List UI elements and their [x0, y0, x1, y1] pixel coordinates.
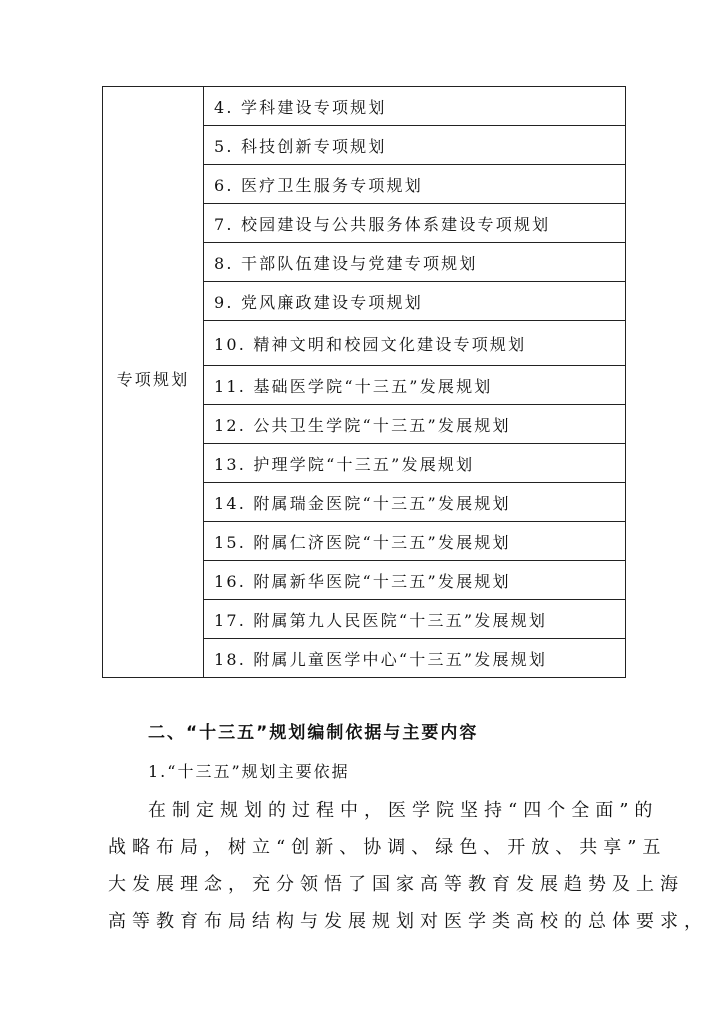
table-cell-item: 11. 基础医学院“十三五”发展规划 [204, 366, 626, 405]
table-cell-item: 4. 学科建设专项规划 [204, 87, 626, 126]
plan-table [102, 86, 626, 678]
table-cell-item: 12. 公共卫生学院“十三五”发展规划 [204, 405, 626, 444]
table-cell-item: 7. 校园建设与公共服务体系建设专项规划 [204, 204, 626, 243]
section-subheading: 1.“十三五”规划主要依据 [148, 762, 350, 781]
table-cell-item: 13. 护理学院“十三五”发展规划 [204, 444, 626, 483]
table-cell-item: 8. 干部队伍建设与党建专项规划 [204, 243, 626, 282]
table-cell-item: 16. 附属新华医院“十三五”发展规划 [204, 561, 626, 600]
section-heading: 二、“十三五”规划编制依据与主要内容 [148, 723, 479, 743]
paragraph-line: 在制定规划的过程中，医学院坚持“四个全面”的 [148, 800, 659, 821]
table-cell-item: 5. 科技创新专项规划 [204, 126, 626, 165]
table-cell-item: 17. 附属第九人民医院“十三五”发展规划 [204, 600, 626, 639]
body-paragraph [108, 792, 708, 940]
category-cell: 专项规划 [103, 87, 204, 678]
table-cell-item: 14. 附属瑞金医院“十三五”发展规划 [204, 483, 626, 522]
table-cell-item: 9. 党风廉政建设专项规划 [204, 282, 626, 321]
paragraph-line: 高等教育布局结构与发展规划对医学类高校的总体要求， [108, 911, 708, 932]
table-cell-item: 6. 医疗卫生服务专项规划 [204, 165, 626, 204]
table-row [103, 87, 626, 126]
table-cell-item: 10. 精神文明和校园文化建设专项规划 [204, 321, 626, 366]
paragraph-line: 大发展理念，充分领悟了国家高等教育发展趋势及上海 [108, 874, 684, 895]
paragraph-line: 战略布局，树立“创新、协调、绿色、开放、共享”五 [108, 837, 667, 858]
table-cell-item: 18. 附属儿童医学中心“十三五”发展规划 [204, 639, 626, 678]
table-cell-item: 15. 附属仁济医院“十三五”发展规划 [204, 522, 626, 561]
